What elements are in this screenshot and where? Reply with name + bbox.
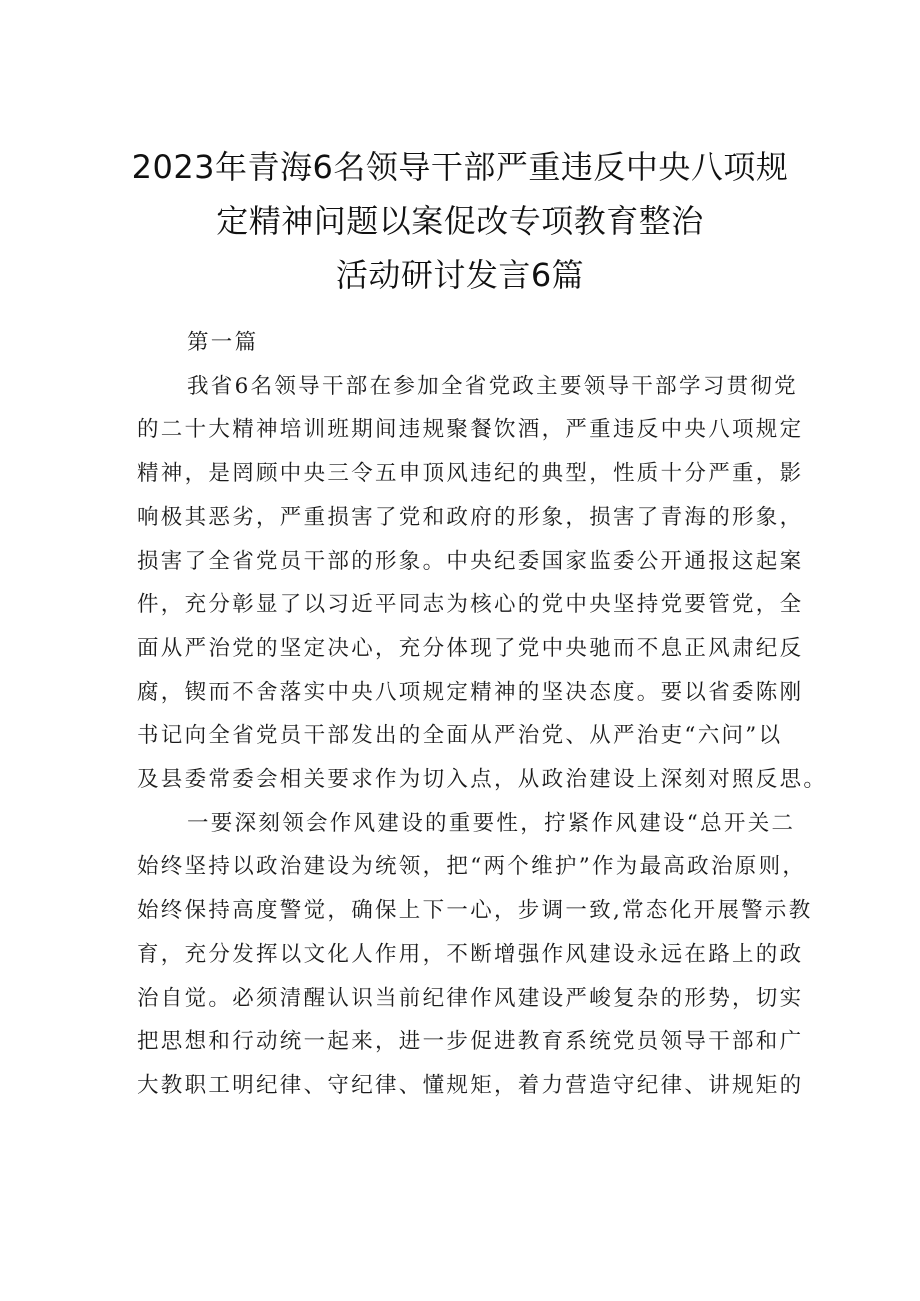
paragraph-line: 把思想和行动统一起来，进一步促进教育系统党员领导干部和广: [137, 1029, 804, 1055]
paragraph-line: 腐，锲而不舍落实中央八项规定精神的坚决态度。要以省委陈刚: [137, 679, 804, 705]
paragraph-2: [137, 802, 813, 1108]
title-line-2: 定精神问题以案促改专项教育整治: [216, 202, 704, 240]
paragraph-line: 精神，是罔顾中央三令五申顶风违纪的典型，性质十分严重，影: [137, 461, 804, 487]
paragraph-line: 大教职工明纪律、守纪律、懂规矩，着力营造守纪律、讲规矩的: [137, 1072, 804, 1098]
title-line-1: 2023年青海6名领导干部严重违反中央八项规: [131, 148, 789, 186]
paragraph-line: 响极其恶劣，严重损害了党和政府的形象，损害了青海的形象，: [137, 504, 804, 530]
paragraph-line: 一要深刻领会作风建设的重要性，拧紧作风建设“总开关二: [187, 810, 796, 836]
paragraph-line: 治自觉。必须清醒认识当前纪律作风建设严峻复杂的形势，切实: [137, 985, 804, 1011]
document-title: [120, 140, 800, 302]
paragraph-line: 及县委常委会相关要求作为切入点，从政治建设上深刻对照反思。: [137, 767, 828, 793]
paragraph-line: 育，充分发挥以文化人作用，不断增强作风建设永远在路上的政: [137, 941, 804, 967]
title-line-3: 活动研讨发言6篇: [335, 256, 585, 294]
paragraph-1: [137, 365, 828, 802]
paragraph-line: 始终保持高度警觉，确保上下一心，步调一致,常态化开展警示教: [137, 898, 813, 924]
paragraph-line: 我省6名领导干部在参加全省党政主要领导干部学习贯彻党: [187, 373, 798, 399]
paragraph-line: 件，充分彰显了以习近平同志为核心的党中央坚持党要管党，全: [137, 592, 804, 618]
section-heading-text: 第一篇: [187, 330, 259, 355]
paragraph-line: 始终坚持以政治建设为统领，把“两个维护”作为最高政治原则，: [137, 854, 807, 880]
paragraph-line: 损害了全省党员干部的形象。中央纪委国家监委公开通报这起案: [137, 548, 804, 574]
document-body: [137, 321, 828, 1108]
section-heading: [137, 321, 792, 365]
paragraph-line: 面从严治党的坚定决心，充分体现了党中央驰而不息正风肃纪反: [137, 635, 804, 661]
paragraph-line: 的二十大精神培训班期间违规聚餐饮酒，严重违反中央八项规定: [137, 417, 804, 443]
paragraph-line: 书记向全省党员干部发出的全面从严治党、从严治吏“六问”以: [137, 723, 783, 749]
